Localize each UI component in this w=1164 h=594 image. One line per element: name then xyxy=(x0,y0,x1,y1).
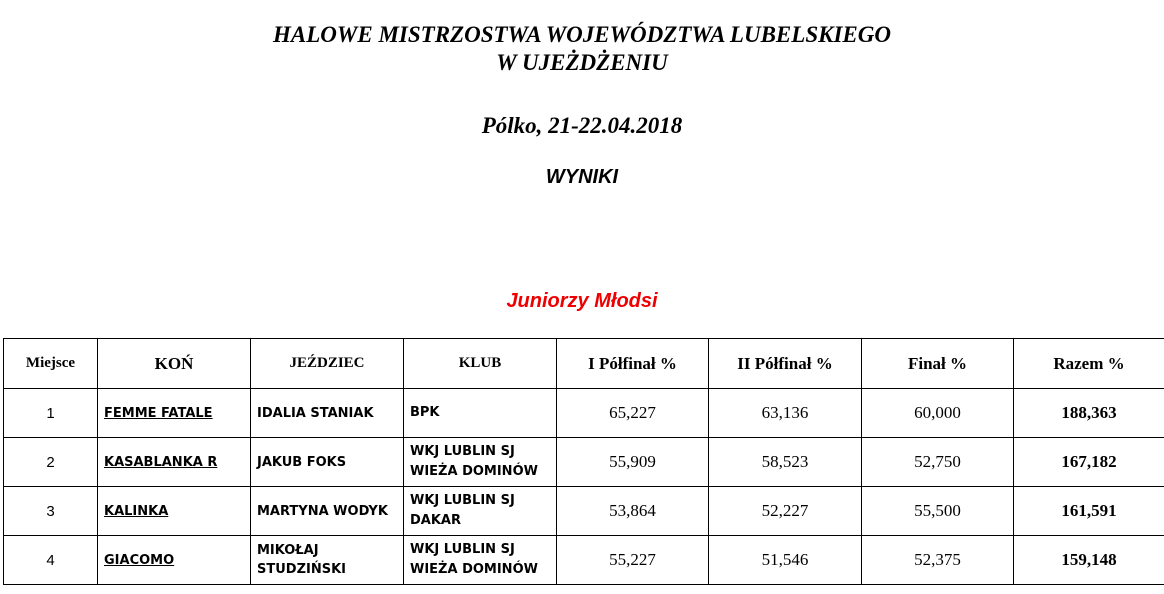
total-cell: 161,591 xyxy=(1014,487,1164,536)
results-table xyxy=(3,338,1164,585)
final-cell: 52,750 xyxy=(862,438,1014,487)
document-title-line2: W UJEŻDŻENIU xyxy=(496,50,668,75)
final-cell: 60,000 xyxy=(862,389,1014,438)
club-name-line: WKJ LUBLIN SJ xyxy=(410,493,515,508)
column-header-place: Miejsce xyxy=(4,339,98,389)
club-cell xyxy=(404,536,557,585)
horse-link[interactable]: KASABLANKA R xyxy=(104,454,218,470)
total-cell: 188,363 xyxy=(1014,389,1164,438)
document-title-line1: HALOWE MISTRZOSTWA WOJEWÓDZTWA LUBELSKIEGO xyxy=(273,22,891,47)
semifinal-1-cell: 53,864 xyxy=(557,487,709,536)
category-heading: Juniorzy Młodsi xyxy=(506,290,658,312)
horse-cell xyxy=(98,487,251,536)
rider-name-line: MIKOŁAJ xyxy=(257,543,319,558)
column-header-semifinal-1: I Półfinał % xyxy=(557,339,709,389)
club-cell xyxy=(404,389,557,438)
place-cell: 2 xyxy=(4,438,98,487)
horse-link[interactable]: FEMME FATALE xyxy=(104,405,213,421)
place-cell: 1 xyxy=(4,389,98,438)
rider-name-line: MARTYNA WODYK xyxy=(257,503,388,519)
column-header-rider: JEŹDZIEC xyxy=(251,339,404,389)
column-header-total: Razem % xyxy=(1014,339,1164,389)
semifinal-1-cell: 55,227 xyxy=(557,536,709,585)
horse-cell xyxy=(98,536,251,585)
table-header-row xyxy=(4,339,1164,389)
column-header-semifinal-2: II Półfinał % xyxy=(709,339,862,389)
horse-link[interactable]: KALINKA xyxy=(104,503,169,519)
location-date: Pólko, 21-22.04.2018 xyxy=(481,113,683,138)
semifinal-2-cell: 63,136 xyxy=(709,389,862,438)
semifinal-2-cell: 58,523 xyxy=(709,438,862,487)
club-cell xyxy=(404,438,557,487)
total-cell: 167,182 xyxy=(1014,438,1164,487)
club-name-line: BPK xyxy=(410,405,440,420)
rider-cell xyxy=(251,438,404,487)
horse-cell xyxy=(98,438,251,487)
semifinal-2-cell: 51,546 xyxy=(709,536,862,585)
club-name-line: WKJ LUBLIN SJ xyxy=(410,444,515,459)
place-cell: 4 xyxy=(4,536,98,585)
results-heading: WYNIKI xyxy=(545,166,619,188)
rider-name-line: JAKUB FOKS xyxy=(257,454,347,470)
rider-cell xyxy=(251,487,404,536)
column-header-club: KLUB xyxy=(404,339,557,389)
club-name-line: DAKAR xyxy=(410,513,461,528)
place-cell: 3 xyxy=(4,487,98,536)
table-row xyxy=(4,389,1164,438)
final-cell: 55,500 xyxy=(862,487,1014,536)
semifinal-1-cell: 65,227 xyxy=(557,389,709,438)
rider-cell xyxy=(251,536,404,585)
table-row xyxy=(4,536,1164,585)
club-name-line: WKJ LUBLIN SJ xyxy=(410,542,515,557)
table-row xyxy=(4,487,1164,536)
club-name-line: WIEŻA DOMINÓW xyxy=(410,464,538,479)
club-name-line: WIEŻA DOMINÓW xyxy=(410,562,538,577)
column-header-final: Finał % xyxy=(862,339,1014,389)
club-cell xyxy=(404,487,557,536)
column-header-horse: KOŃ xyxy=(98,339,251,389)
table-row xyxy=(4,438,1164,487)
horse-link[interactable]: GIACOMO xyxy=(104,552,175,568)
rider-cell xyxy=(251,389,404,438)
rider-name-line: IDALIA STANIAK xyxy=(257,405,374,421)
rider-name-line: STUDZIŃSKI xyxy=(257,562,346,577)
final-cell: 52,375 xyxy=(862,536,1014,585)
horse-cell xyxy=(98,389,251,438)
semifinal-2-cell: 52,227 xyxy=(709,487,862,536)
total-cell: 159,148 xyxy=(1014,536,1164,585)
semifinal-1-cell: 55,909 xyxy=(557,438,709,487)
